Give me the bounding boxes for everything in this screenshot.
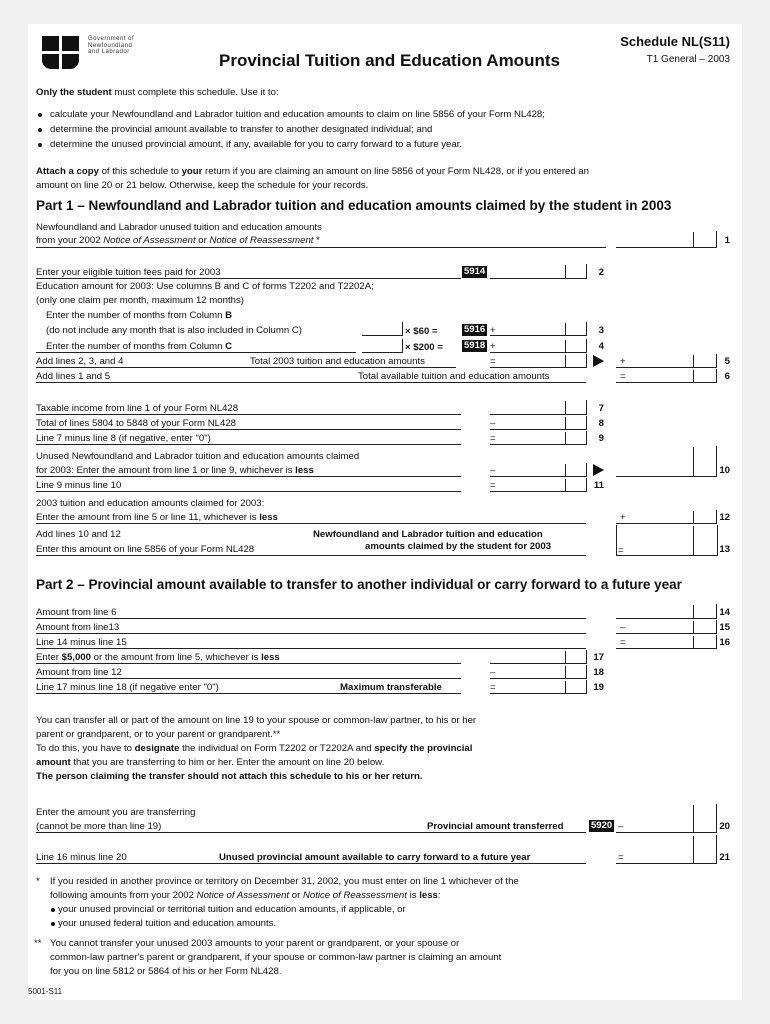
line9-input[interactable] — [490, 431, 587, 445]
government-wordmark: Government of Newfoundland and Labrador — [88, 36, 135, 55]
line4-months-input[interactable] — [362, 339, 403, 353]
line19-label: Line 17 minus line 18 (if negative enter "0") — [36, 682, 219, 693]
line16-input[interactable] — [616, 635, 717, 649]
transfer-instructions: You can transfer all or part of the amount on line 19 to your spouse or common-law partner, to his or her — [36, 715, 477, 726]
line5-input[interactable] — [616, 354, 717, 368]
line14-input[interactable] — [616, 604, 717, 619]
line5-label: Add lines 2, 3, and 4 — [36, 356, 124, 367]
form-subtitle: T1 General – 2003 — [646, 54, 730, 65]
line7-input[interactable] — [490, 400, 587, 415]
line6-input[interactable] — [616, 369, 717, 383]
line10-subtotal-input[interactable] — [490, 463, 587, 477]
provincial-coat-of-arms-icon — [42, 36, 82, 72]
line5-subtotal-input[interactable] — [490, 354, 587, 368]
line7-label: Taxable income from line 1 of your Form NL428 — [36, 403, 239, 414]
intro-bullet-1: calculate your Newfoundland and Labrador tuition and education amounts to claim on line 5856 of your Form NL428; — [50, 109, 545, 120]
arrow-right-icon — [593, 464, 604, 476]
schedule-number: Schedule NL(S11) — [620, 34, 730, 49]
line15-input[interactable] — [616, 620, 717, 634]
form-page: Government of Newfoundland and Labrador Provincial Tuition and Education Amounts Schedule NL(S11) T1 General – 2003 Only the student must complete this schedule. Use it to: calculate your Newfoundland and Labrador tuition and education amounts to claim on line 5856 of your Form NL428; determine the provincial amount available to transfer to another designated individual; and determine the unused provincial amount, if any, available for you to carry forward to a future year. Attach a copy of this schedule to your return if you are claiming an amount on line 5856 of your Form NL428, or if you entered an amount on line 20 or 21 below. Otherwise, keep the schedule for your records. Part 1 – Newfoundland and Labrador tuition and education amounts claimed by the student in 2003 Newfoundland and Labrador unused tuition and education amounts from your 2002 Notice of Assessment or Notice of Reassessment * 1 Enter your eligible tuition fees paid for 2003 5914 2 Education amount for 2003: Use columns B and C of forms T2202 and T2202A; (only one claim per month, maximum 12 months) Enter the number of months from Column B (do not include any month that is also included in Column C) × $60 = 5916 + 3 Enter the number of months from Column C × $200 = 5918 + 4 Add lines 2, 3, and 4 Total 2003 tuition and education amounts = + 5 Add lines 1 and 5 Total available tuition and education amounts = 6 Taxable income from line 1 of your Form NL428 7 Total of lines 5804 to 5848 of your Form NL428 – 8 Line 7 minus line 8 (if negative, enter "0") = 9 Unused Newfoundland and Labrador tuition and education amounts claimed for 2003: Enter the amount from line 1 or line 9, whichever is less – 10 Line 9 minus line 10 = 11 2003 tuition and education amounts claimed for 2003: Enter the amount from line 5 or line 11, whichever is less + 12 Add lines 10 and 12 Enter this amount on line 5856 of your Form NL428 Newfoundland and Labrador tuition and education amounts claimed by the student for 2003 = 13 Part 2 – Provincial amount available to transfer to another individual or carry forward to a future year Amount from line 6 14 Amount from line13 – 15 Line 14 minus line 15 = 16 Enter $5,000 or the amount from line 5, whichever is less 17 Amount from line 12 – 18 Line 17 minus line 18 (if negative enter "0") Maximum transferable = 19 You can transfer all or part of the amount on line 19 to your spouse or common-law partner, to his or her parent or grandparent, or to your parent or grandparent.** To do this, you have to designate the individual on Form T2202 or T2202A and specify the provincial amount that you are transferring to him or her. Enter the amount on line 20 below. The person claiming the transfer should not attach this schedule to his or her return. Enter the amount you are transferring (cannot be more than line 19) Provincial amount transferred 5920 – 20 Line 16 minus line 20 Unused provincial amount available to carry forward to a future year = 21 * If you resided in another province or territory on December 31, 2002, you must enter on line 1 whichever of the following amounts from your 2002 Notice of Assessment or Notice of Reassessment is less: your unused provincial or territorial tuition and education amounts, if applicable, or your unused federal tuition and education amounts. ** You cannot transfer your unused 2003 amounts to your parent or grandparent, or your spouse or common-law partner's parent or grandparent, if your spouse or common-law partner is claiming an amount for you on line 5812 or 5864 of his or her Form NL428. 5001-S11 — [28, 24, 742, 1000]
line8-input[interactable] — [490, 416, 587, 430]
line2-input[interactable] — [490, 264, 587, 279]
line21-label: Line 16 minus line 20 — [36, 852, 127, 863]
line17-input[interactable] — [490, 650, 587, 664]
code-5916: 5916 — [464, 324, 486, 335]
line4-label: Enter the number of months from Column C — [46, 341, 233, 352]
line2-label: Enter your eligible tuition fees paid for 2003 — [36, 267, 221, 278]
code-5914: 5914 — [464, 266, 486, 277]
line11-input[interactable] — [490, 478, 587, 492]
line19-input[interactable] — [490, 680, 587, 694]
intro-bullet-2: determine the provincial amount available to transfer to another designated individual; and — [50, 124, 433, 135]
intro-bullet-3: determine the unused provincial amount, if any, available for you to carry forward to a future year. — [50, 139, 463, 150]
line1-label: Newfoundland and Labrador unused tuition and education amounts — [36, 222, 322, 233]
line21-input[interactable] — [616, 835, 717, 864]
code-5918: 5918 — [464, 340, 486, 351]
line10-input[interactable] — [616, 446, 717, 477]
line13-label: Add lines 10 and 12 — [36, 529, 121, 540]
code-5920: 5920 — [591, 820, 613, 831]
line20-input[interactable] — [616, 804, 717, 833]
intro-lead: Only the student must complete this schedule. Use it to: — [36, 87, 279, 98]
line1-label-2: from your 2002 Notice of Assessment or Notice of Reassessment * — [36, 235, 320, 246]
line1-input[interactable] — [616, 231, 717, 248]
line4-input[interactable] — [490, 339, 587, 353]
part1-heading: Part 1 – Newfoundland and Labrador tuition and education amounts claimed by the student in 2003 — [36, 198, 672, 213]
footnote-1: If you resided in another province or territory on December 31, 2002, you must enter on line 1 whichever of the — [50, 876, 519, 887]
line8-label: Total of lines 5804 to 5848 of your Form NL428 — [36, 418, 236, 429]
attach-instruction-2: amount on line 20 or 21 below. Otherwise, keep the schedule for your records. — [36, 180, 369, 191]
form-title: Provincial Tuition and Education Amounts — [219, 51, 560, 70]
line16-label: Line 14 minus line 15 — [36, 637, 127, 648]
line12-label: 2003 tuition and education amounts claimed for 2003: — [36, 498, 265, 509]
line18-input[interactable] — [490, 665, 587, 679]
line12-input[interactable] — [616, 510, 717, 524]
line10-label: Unused Newfoundland and Labrador tuition and education amounts claimed — [36, 451, 360, 462]
line13-input[interactable] — [616, 525, 718, 556]
line15-label: Amount from line13 — [36, 622, 120, 633]
line9-label: Line 7 minus line 8 (if negative, enter "0") — [36, 433, 211, 444]
arrow-right-icon — [593, 355, 604, 367]
line18-label: Amount from line 12 — [36, 667, 122, 678]
line3-label: Education amount for 2003: Use columns B and C of forms T2202 and T2202A; — [36, 281, 374, 292]
part2-heading: Part 2 – Provincial amount available to transfer to another individual or carry forward to a future year — [36, 577, 682, 592]
line20-label: Enter the amount you are transferring — [36, 807, 196, 818]
attach-instruction: Attach a copy of this schedule to your return if you are claiming an amount on line 5856 of your Form NL428, or if you entered an — [36, 166, 590, 177]
line3-months-input[interactable] — [362, 322, 403, 336]
line11-label: Line 9 minus line 10 — [36, 480, 122, 491]
line6-label: Add lines 1 and 5 — [36, 371, 111, 382]
line14-label: Amount from line 6 — [36, 607, 117, 618]
line3-input[interactable] — [490, 322, 587, 336]
form-id: 5001-S11 — [28, 987, 63, 996]
footnote-2: You cannot transfer your unused 2003 amounts to your parent or grandparent, or your spouse or — [50, 938, 460, 949]
line17-label: Enter $5,000 or the amount from line 5, whichever is less — [36, 652, 280, 663]
